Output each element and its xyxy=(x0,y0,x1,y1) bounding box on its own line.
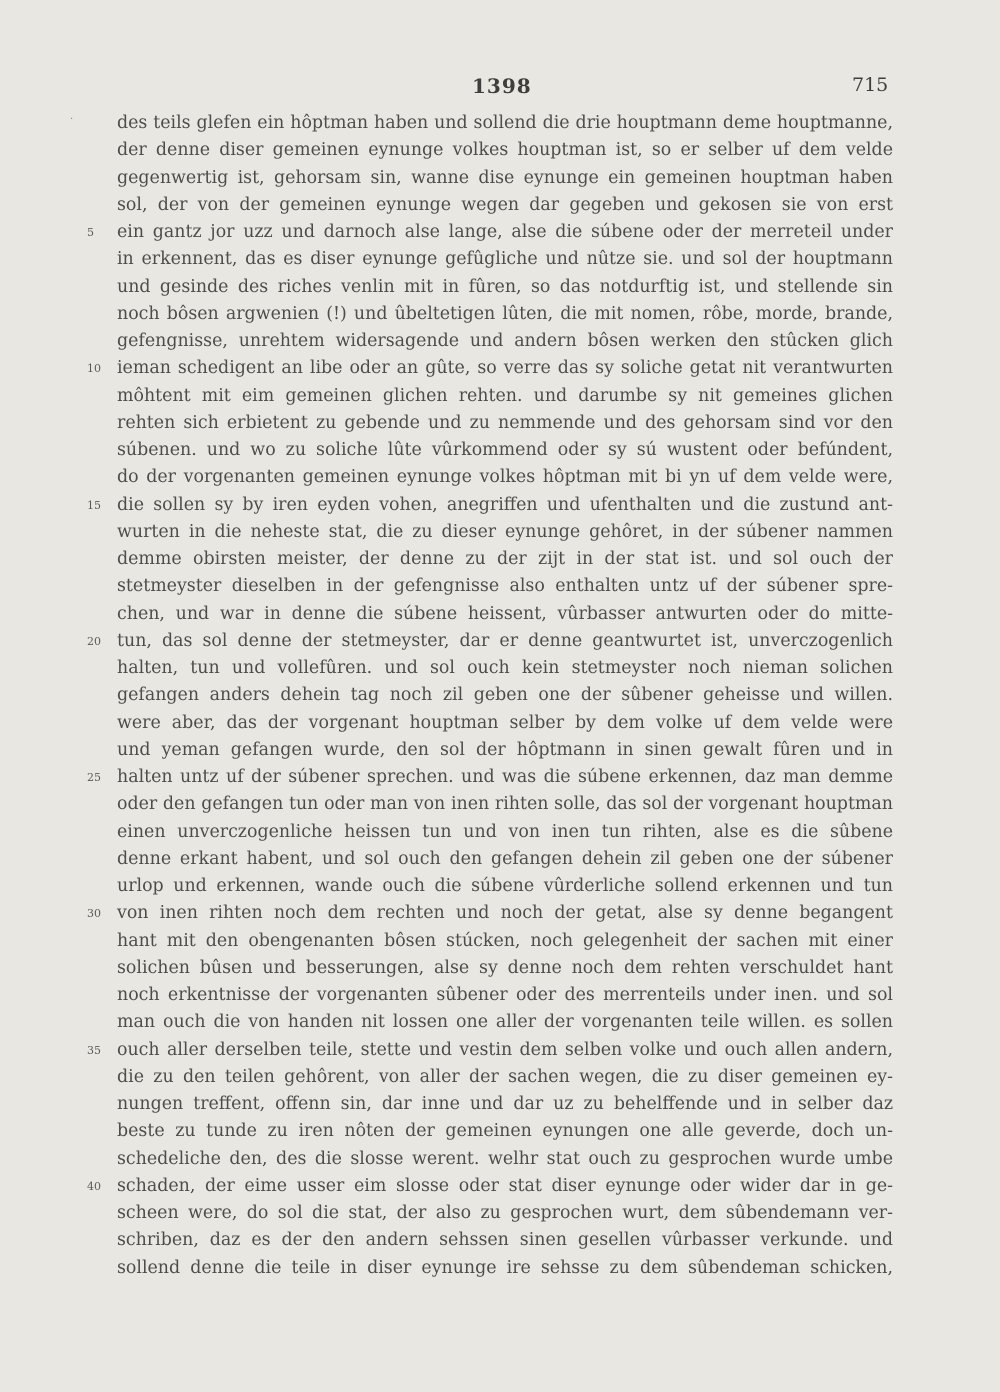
line-text: sollend denne die teile in diser eynunge ire sehsse zu dem sûbendeman schicken, xyxy=(117,1257,893,1278)
text-line xyxy=(117,410,893,437)
text-line xyxy=(117,955,893,982)
line-text: hant mit den obengenanten bôsen stúcken, noch gelegenheit der sachen mit einer xyxy=(117,930,893,951)
line-text: oder den gefangen tun oder man von inen rihten solle, das sol der vorgenant houptman xyxy=(117,794,893,815)
text-line xyxy=(117,601,893,628)
text-line xyxy=(117,791,893,818)
text-line xyxy=(117,246,893,273)
text-line xyxy=(117,682,893,709)
running-head-year: 1398 xyxy=(472,74,532,98)
text-line xyxy=(117,519,893,546)
line-text: denne erkant habent, und sol ouch den gefangen dehein zil geben one der súbener xyxy=(117,848,893,869)
line-text: tun, das sol denne der stetmeyster, dar er denne geantwurtet ist, unverczogenlich xyxy=(117,630,893,651)
line-text: noch bôsen argwenien (!) und ûbeltetigen lûten, die mit nomen, rôbe, morde, brande, xyxy=(117,303,893,324)
line-text: beste zu tunde zu iren nôten der gemeinen eynungen one alle geverde, doch un- xyxy=(117,1121,893,1142)
text-line xyxy=(87,1037,893,1064)
line-text: der denne diser gemeinen eynunge volkes houptman ist, so er selber uf dem velde xyxy=(117,140,893,161)
line-text: wurten in die neheste stat, die zu dieser eynunge gehôret, in der súbener nammen xyxy=(117,521,893,542)
text-line xyxy=(87,1173,893,1200)
text-line xyxy=(117,328,893,355)
text-line xyxy=(117,546,893,573)
line-text: die zu den teilen gehôrent, von aller der sachen wegen, die zu diser gemeinen ey- xyxy=(117,1066,893,1087)
text-line xyxy=(117,1009,893,1036)
line-text: gefengnisse, unrehtem widersagende und andern bôsen werken den stûcken glich xyxy=(117,331,893,351)
text-line xyxy=(117,110,893,137)
text-line xyxy=(117,1227,893,1254)
line-number: 5 xyxy=(87,226,94,239)
line-text: urlop und erkennen, wande ouch die súbene vûrderliche sollend erkennen und tun xyxy=(117,876,893,896)
line-text: súbenen. und wo zu soliche lûte vûrkommend oder sy sú wustent oder befúndent, xyxy=(117,440,893,460)
text-line xyxy=(117,846,893,873)
line-text: gegenwertig ist, gehorsam sin, wanne dise eynunge ein gemeinen houptman haben xyxy=(117,167,893,188)
line-text: stetmeyster dieselben in der gefengnisse also enthalten untz uf der súbener spre- xyxy=(117,576,893,597)
line-number: 10 xyxy=(87,362,101,376)
text-line xyxy=(87,764,893,791)
line-text: môhtent mit eim gemeinen glichen rehten. und darumbe sy nit gemeines glichen xyxy=(117,385,893,406)
text-line xyxy=(117,437,893,464)
text-line xyxy=(117,1118,893,1145)
text-line xyxy=(117,737,893,764)
text-line xyxy=(117,819,893,846)
text-line xyxy=(117,1255,893,1282)
line-number: 30 xyxy=(87,907,101,921)
line-text: halten, tun und vollefûren. und sol ouch kein stetmeyster noch nieman solichen xyxy=(117,658,893,678)
text-line xyxy=(117,1064,893,1091)
text-line xyxy=(117,982,893,1009)
line-text: ieman schedigent an libe oder an gûte, so verre das sy soliche getat nit verantwurten xyxy=(117,358,893,379)
text-line xyxy=(117,165,893,192)
line-text: rehten sich erbietent zu gebende und zu nemmende und des gehorsam sind vor den xyxy=(117,412,893,433)
line-text: schaden, der eime usser eim slosse oder stat diser eynunge oder wider dar in ge- xyxy=(117,1175,893,1196)
line-text: demme obirsten meister, der denne zu der zijt in der stat ist. und sol ouch der xyxy=(117,549,893,569)
line-text: nungen treffent, offenn sin, dar inne und dar uz zu behelffende und in selber daz xyxy=(117,1094,893,1114)
line-number: 15 xyxy=(87,498,101,512)
line-text: und yeman gefangen wurde, den sol der hôptmann in sinen gewalt fûren und in xyxy=(117,739,893,760)
line-text: in erkennent, das es diser eynunge gefûgliche und nûtze sie. und sol der houptmann xyxy=(117,249,893,270)
line-text: schriben, daz es der den andern sehssen sinen gesellen vûrbasser verkunde. und xyxy=(117,1230,893,1251)
line-text: do der vorgenanten gemeinen eynunge volkes hôptman mit bi yn uf dem velde were, xyxy=(117,467,893,488)
line-number: 35 xyxy=(87,1043,101,1057)
margin-mark: · xyxy=(70,114,74,125)
line-text: solichen bûsen und besserungen, alse sy denne noch dem rehten verschuldet hant xyxy=(117,957,893,978)
line-text: were aber, das der vorgenant houptman selber by dem volke uf dem velde were xyxy=(117,712,893,733)
text-line xyxy=(117,1091,893,1118)
text-line xyxy=(117,274,893,301)
page-number: 715 xyxy=(852,74,889,96)
text-line xyxy=(117,655,893,682)
line-number: 25 xyxy=(87,771,101,784)
line-text: sol, der von der gemeinen eynunge wegen dar gegeben und gekosen sie von erst xyxy=(117,194,893,215)
text-line xyxy=(117,873,893,900)
text-line xyxy=(87,628,893,655)
line-text: einen unverczogenliche heissen tun und von inen tun rihten, alse es die sûbene xyxy=(117,821,893,842)
text-line xyxy=(117,464,893,491)
text-line xyxy=(87,900,893,927)
line-text: von inen rihten noch dem rechten und noch der getat, alse sy denne begangent xyxy=(117,903,893,924)
line-text: gefangen anders dehein tag noch zil geben one der sûbener geheisse und willen. xyxy=(117,685,893,706)
text-line xyxy=(117,573,893,600)
line-text: chen, und war in denne die súbene heissent, vûrbasser antwurten oder do mitte- xyxy=(117,603,893,624)
text-line xyxy=(87,355,893,382)
line-text: ouch aller derselben teile, stette und vestin dem selben volke und ouch allen andern, xyxy=(117,1039,893,1060)
line-text: die sollen sy by iren eyden vohen, anegriffen und ufenthalten und die zustund ant- xyxy=(117,494,893,515)
line-text: schedeliche den, des die slosse werent. welhr stat ouch zu gesprochen wurde umbe xyxy=(117,1148,893,1169)
line-number: 20 xyxy=(87,634,101,648)
text-line xyxy=(117,710,893,737)
line-number: 40 xyxy=(87,1179,101,1193)
line-text: und gesinde des riches venlin mit in fûren, so das notdurftig ist, und stellende sin xyxy=(117,276,893,297)
line-text: halten untz uf der súbener sprechen. und was die súbene erkennen, daz man demme xyxy=(117,767,893,787)
line-text: des teils glefen ein hôptman haben und sollend die drie houptmann deme houptmanne, xyxy=(117,113,893,133)
text-line xyxy=(87,219,893,246)
line-text: scheen were, do sol die stat, der also zu gesprochen wurt, dem sûbendemann ver- xyxy=(117,1203,893,1223)
text-line xyxy=(117,137,893,164)
text-line xyxy=(117,928,893,955)
line-text: man ouch die von handen nit lossen one aller der vorgenanten teile willen. es sollen xyxy=(117,1012,893,1033)
line-text: ein gantz jor uzz und darnoch alse lange, alse die súbene oder der merreteil under xyxy=(117,222,893,242)
text-line xyxy=(117,192,893,219)
text-line xyxy=(87,492,893,519)
text-line xyxy=(117,1200,893,1227)
text-line xyxy=(117,1146,893,1173)
body-text xyxy=(87,110,893,1282)
text-line xyxy=(117,383,893,410)
line-text: noch erkentnisse der vorgenanten sûbener oder des merrenteils under inen. und sol xyxy=(117,985,893,1005)
text-line xyxy=(117,301,893,328)
